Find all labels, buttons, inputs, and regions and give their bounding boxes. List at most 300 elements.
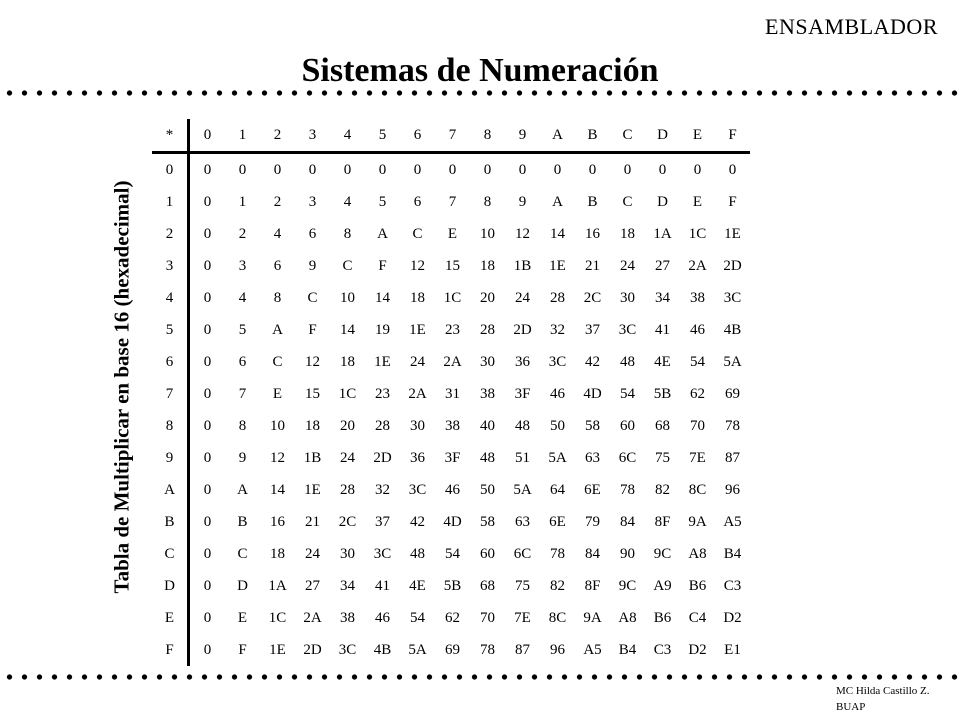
table-cell: 38 (480, 385, 495, 402)
table-cell: 9A (688, 513, 707, 530)
table-cell: 38 (340, 609, 355, 626)
table-cell: 75 (515, 577, 530, 594)
table-cell: 0 (203, 609, 212, 626)
table-cell: 38 (445, 417, 460, 434)
table-cell: F (728, 193, 737, 210)
table-cell: 12 (515, 225, 530, 242)
table-cell: 0 (378, 161, 387, 178)
column-header-cell: 7 (435, 119, 470, 153)
row-header-cell: 2 (152, 218, 189, 250)
table-cell: 46 (445, 481, 460, 498)
table-cell: 63 (515, 513, 530, 530)
table-cell: 2D (303, 641, 322, 658)
table-cell: 3C (548, 353, 567, 370)
table-cell: 0 (203, 385, 212, 402)
table-cell: 0 (448, 161, 457, 178)
table-cell: 0 (203, 577, 212, 594)
table-cell: 27 (305, 577, 320, 594)
table-cell: 8F (584, 577, 601, 594)
table-cell: B4 (723, 545, 742, 562)
table-cell: 3F (444, 449, 461, 466)
table-cell: 2D (723, 257, 742, 274)
table-cell: 51 (515, 449, 530, 466)
table-cell: 1C (268, 609, 287, 626)
table-cell: 87 (515, 641, 530, 658)
table-cell: 30 (480, 353, 495, 370)
table-cell: 14 (550, 225, 565, 242)
table-cell: 5B (653, 385, 672, 402)
table-cell: B (587, 193, 598, 210)
table-cell: C (622, 193, 633, 210)
table-cell: 0 (203, 417, 212, 434)
table-cell: 10 (340, 289, 355, 306)
table-cell: 0 (203, 289, 212, 306)
table-cell: A (272, 321, 283, 338)
table-cell: 78 (550, 545, 565, 562)
table-cell: C (237, 545, 248, 562)
table-cell: 9 (308, 257, 317, 274)
row-header-cell: A (152, 474, 189, 506)
table-cell: 8F (654, 513, 671, 530)
table-cell: E (692, 193, 703, 210)
table-cell: 82 (550, 577, 565, 594)
table-cell: 1C (688, 225, 707, 242)
table-row (152, 602, 750, 634)
table-cell: 6E (549, 513, 566, 530)
column-header-cell: 0 (189, 119, 226, 153)
table-cell: 6C (618, 449, 637, 466)
column-header-cell: 3 (295, 119, 330, 153)
table-cell: C (307, 289, 318, 306)
table-cell: 4 (238, 289, 247, 306)
table-row (152, 506, 750, 538)
table-cell: 3C (338, 641, 357, 658)
table-cell: 96 (550, 641, 565, 658)
table-cell: 0 (553, 161, 562, 178)
table-cell: 2A (443, 353, 462, 370)
table-cell: 46 (375, 609, 390, 626)
table-cell: 5A (513, 481, 532, 498)
table-cell: 84 (585, 545, 600, 562)
table-cell: 2A (408, 385, 427, 402)
table-cell: 0 (203, 161, 212, 178)
table-cell: 48 (480, 449, 495, 466)
table-cell: 1E (269, 641, 286, 658)
table-row (152, 378, 750, 410)
table-cell: C4 (688, 609, 707, 626)
table-cell: 63 (585, 449, 600, 466)
table-cell: 37 (585, 321, 600, 338)
column-header-cell: 2 (260, 119, 295, 153)
table-cell: 2 (238, 225, 247, 242)
table-cell: 69 (445, 641, 460, 658)
table-cell: 0 (203, 353, 212, 370)
table-cell: 7E (514, 609, 531, 626)
table-cell: 9C (618, 577, 637, 594)
table-cell: 6C (513, 545, 532, 562)
table-cell: 3 (308, 193, 317, 210)
table-cell: C (412, 225, 423, 242)
table-cell: 36 (515, 353, 530, 370)
table-cell: 9A (583, 609, 602, 626)
table-cell: 60 (480, 545, 495, 562)
slide-title: Sistemas de Numeración (301, 52, 659, 89)
column-header-cell: B (575, 119, 610, 153)
row-header-cell: F (152, 634, 189, 666)
table-cell: 2A (303, 609, 322, 626)
row-header-cell: 1 (152, 186, 189, 218)
table-cell: 48 (410, 545, 425, 562)
row-header-cell: 7 (152, 378, 189, 410)
table-row (152, 442, 750, 474)
table-cell: 58 (480, 513, 495, 530)
table-cell: 0 (483, 161, 492, 178)
table-cell: 0 (728, 161, 737, 178)
table-cell: 20 (340, 417, 355, 434)
table-cell: 38 (690, 289, 705, 306)
table-cell: 96 (725, 481, 740, 498)
row-header-cell: B (152, 506, 189, 538)
table-cell: 58 (585, 417, 600, 434)
table-cell: E (447, 225, 458, 242)
table-cell: 62 (445, 609, 460, 626)
table-cell: C3 (723, 577, 742, 594)
table-cell: 3C (723, 289, 742, 306)
table-cell: 54 (690, 353, 705, 370)
table-cell: 15 (445, 257, 460, 274)
table-cell: 23 (445, 321, 460, 338)
table-cell: B6 (688, 577, 707, 594)
table-corner-cell: * (152, 119, 189, 153)
table-cell: 3C (373, 545, 392, 562)
table-cell: 10 (270, 417, 285, 434)
table-cell: 18 (410, 289, 425, 306)
table-cell: 50 (480, 481, 495, 498)
table-cell: 54 (445, 545, 460, 562)
table-cell: 24 (410, 353, 425, 370)
column-header-cell: E (680, 119, 715, 153)
table-cell: 34 (655, 289, 670, 306)
row-header-cell: 0 (152, 153, 189, 187)
footer-institution: BUAP (836, 701, 866, 713)
table-cell: 2A (688, 257, 707, 274)
table-cell: 4B (373, 641, 392, 658)
table-cell: 3 (238, 257, 247, 274)
table-cell: 0 (518, 161, 527, 178)
table-cell: 28 (480, 321, 495, 338)
table-cell: E (272, 385, 283, 402)
table-cell: 41 (655, 321, 670, 338)
table-row (152, 474, 750, 506)
row-header-cell: 8 (152, 410, 189, 442)
table-cell: 6 (413, 193, 422, 210)
table-cell: 21 (585, 257, 600, 274)
row-header-cell: 6 (152, 346, 189, 378)
table-cell: 28 (375, 417, 390, 434)
table-cell: 10 (480, 225, 495, 242)
table-cell: 62 (690, 385, 705, 402)
table-cell: 82 (655, 481, 670, 498)
table-cell: 8 (238, 417, 247, 434)
table-cell: 0 (203, 225, 212, 242)
course-label: ENSAMBLADOR (765, 14, 938, 39)
table-cell: 0 (273, 161, 282, 178)
table-cell: 0 (203, 321, 212, 338)
table-cell: 8C (688, 481, 707, 498)
table-cell: C (342, 257, 353, 274)
table-cell: B (237, 513, 248, 530)
table-cell: 34 (340, 577, 355, 594)
column-header-cell: 6 (400, 119, 435, 153)
table-cell: 5A (548, 449, 567, 466)
table-cell: 78 (480, 641, 495, 658)
table-cell: 30 (410, 417, 425, 434)
table-cell: 46 (550, 385, 565, 402)
table-cell: 0 (588, 161, 597, 178)
table-cell: 0 (343, 161, 352, 178)
table-cell: 21 (305, 513, 320, 530)
table-cell: 1E (409, 321, 426, 338)
table-cell: 6 (273, 257, 282, 274)
table-cell: 28 (550, 289, 565, 306)
table-cell: A5 (583, 641, 602, 658)
table-cell: 78 (620, 481, 635, 498)
table-cell: 2C (583, 289, 602, 306)
table-cell: 32 (375, 481, 390, 498)
table-cell: 12 (270, 449, 285, 466)
table-cell: 87 (725, 449, 740, 466)
table-cell: F (378, 257, 387, 274)
table-cell: 5A (408, 641, 427, 658)
table-cell: 14 (270, 481, 285, 498)
table-cell: D (237, 577, 248, 594)
table-cell: C (272, 353, 283, 370)
table-cell: A9 (653, 577, 672, 594)
table-cell: 0 (203, 481, 212, 498)
table-cell: 18 (340, 353, 355, 370)
table-cell: 0 (203, 193, 212, 210)
table-row (152, 314, 750, 346)
table-cell: 84 (620, 513, 635, 530)
table-row (152, 186, 750, 218)
column-header-cell: C (610, 119, 645, 153)
table-cell: 0 (308, 161, 317, 178)
table-row (152, 250, 750, 282)
dotted-divider-bottom (2, 673, 958, 681)
table-cell: 12 (305, 353, 320, 370)
table-cell: 7E (689, 449, 706, 466)
table-cell: 18 (480, 257, 495, 274)
table-cell: 4B (723, 321, 742, 338)
table-cell: 32 (550, 321, 565, 338)
table-cell: 1C (338, 385, 357, 402)
table-cell: 4 (273, 225, 282, 242)
table-cell: 9 (238, 449, 247, 466)
table-cell: 1 (238, 193, 247, 210)
table-cell: C3 (653, 641, 672, 658)
table-cell: 24 (620, 257, 635, 274)
table-cell: 8 (273, 289, 282, 306)
table-cell: 41 (375, 577, 390, 594)
table-cell: 16 (585, 225, 600, 242)
table-cell: B4 (618, 641, 637, 658)
footer (836, 683, 930, 715)
table-cell: 2C (338, 513, 357, 530)
table-cell: 9 (518, 193, 527, 210)
table-cell: 2D (513, 321, 532, 338)
table-cell: 15 (305, 385, 320, 402)
hex-multiplication-table (152, 119, 750, 666)
table-cell: D (657, 193, 668, 210)
table-cell: 46 (690, 321, 705, 338)
table-cell: 1A (268, 577, 287, 594)
row-header-cell: 3 (152, 250, 189, 282)
table-cell: 2D (373, 449, 392, 466)
table-cell: 54 (620, 385, 635, 402)
column-header-cell: 8 (470, 119, 505, 153)
table-row (152, 570, 750, 602)
table-cell: A (237, 481, 248, 498)
table-cell: 8C (548, 609, 567, 626)
table-cell: 20 (480, 289, 495, 306)
row-header-cell: E (152, 602, 189, 634)
column-header-cell: 5 (365, 119, 400, 153)
table-cell: 1B (303, 449, 322, 466)
table-cell: 4D (583, 385, 602, 402)
table-cell: 4E (654, 353, 671, 370)
column-header-cell: A (540, 119, 575, 153)
table-cell: 69 (725, 385, 740, 402)
table-cell: 79 (585, 513, 600, 530)
table-cell: 1E (549, 257, 566, 274)
table-cell: F (238, 641, 247, 658)
table-cell: 1E (374, 353, 391, 370)
table-cell: 42 (585, 353, 600, 370)
row-header-cell: D (152, 570, 189, 602)
table-cell: A8 (688, 545, 707, 562)
table-cell: 31 (445, 385, 460, 402)
table-cell: 1A (653, 225, 672, 242)
column-header-cell: 1 (225, 119, 260, 153)
table-cell: 5 (378, 193, 387, 210)
table-cell: A5 (723, 513, 742, 530)
table-cell: 6E (584, 481, 601, 498)
table-cell: 1E (304, 481, 321, 498)
table-cell: 28 (340, 481, 355, 498)
table-cell: 14 (375, 289, 390, 306)
table-cell: 16 (270, 513, 285, 530)
table-cell: 48 (515, 417, 530, 434)
table-cell: 64 (550, 481, 565, 498)
table-cell: 68 (655, 417, 670, 434)
table-cell: 9C (653, 545, 672, 562)
table-row (152, 634, 750, 666)
table-cell: 8 (483, 193, 492, 210)
table-cell: F (308, 321, 317, 338)
table-cell: A (552, 193, 563, 210)
table-cell: 70 (690, 417, 705, 434)
table-cell: D2 (688, 641, 707, 658)
table-cell: 60 (620, 417, 635, 434)
table-cell: 1B (513, 257, 532, 274)
table-cell: D2 (723, 609, 742, 626)
table-cell: 75 (655, 449, 670, 466)
table-cell: 7 (238, 385, 247, 402)
table-cell: 0 (203, 449, 212, 466)
table-cell: 5A (723, 353, 742, 370)
table-cell: 18 (270, 545, 285, 562)
table-cell: 30 (620, 289, 635, 306)
table-cell: 0 (203, 513, 212, 530)
table-cell: 36 (410, 449, 425, 466)
table-cell: 42 (410, 513, 425, 530)
row-header-cell: 9 (152, 442, 189, 474)
table-row (152, 218, 750, 250)
table-row (152, 153, 750, 187)
table-cell: 24 (340, 449, 355, 466)
column-header-cell: F (715, 119, 750, 153)
table-cell: 48 (620, 353, 635, 370)
row-header-cell: 4 (152, 282, 189, 314)
row-header-cell: C (152, 538, 189, 570)
table-cell: 5 (238, 321, 247, 338)
table-cell: 0 (203, 641, 212, 658)
table-cell: 68 (480, 577, 495, 594)
table-cell: 1E (724, 225, 741, 242)
dotted-divider-top (2, 89, 958, 97)
table-cell: 54 (410, 609, 425, 626)
row-header-cell: 5 (152, 314, 189, 346)
column-header-cell: D (645, 119, 680, 153)
table-cell: 37 (375, 513, 390, 530)
table-header-row (152, 119, 750, 153)
table-cell: 0 (693, 161, 702, 178)
table-cell: 0 (203, 545, 212, 562)
table-cell: 4D (443, 513, 462, 530)
table-cell: 78 (725, 417, 740, 434)
table-cell: 70 (480, 609, 495, 626)
table-cell: 40 (480, 417, 495, 434)
table-cell: 0 (413, 161, 422, 178)
table-cell: 0 (623, 161, 632, 178)
footer-author: MC Hilda Castillo Z. (836, 685, 930, 697)
table-cell: 18 (305, 417, 320, 434)
table-cell: 2 (273, 193, 282, 210)
table-row (152, 410, 750, 442)
table-cell: 30 (340, 545, 355, 562)
table-cell: 4 (343, 193, 352, 210)
table-side-label: Tabla de Multiplicar en base 16 (hexadecimal) (109, 180, 134, 594)
table-cell: 0 (658, 161, 667, 178)
table-cell: 6 (238, 353, 247, 370)
table-cell: 19 (375, 321, 390, 338)
table-row (152, 538, 750, 570)
table-cell: A8 (618, 609, 637, 626)
table-cell: 0 (238, 161, 247, 178)
table-cell: 14 (340, 321, 355, 338)
table-cell: 50 (550, 417, 565, 434)
table-cell: 7 (448, 193, 457, 210)
table-cell: 23 (375, 385, 390, 402)
table-cell: 0 (203, 257, 212, 274)
table-cell: 4E (409, 577, 426, 594)
table-cell: E1 (724, 641, 741, 658)
column-header-cell: 9 (505, 119, 540, 153)
table-cell: A (377, 225, 388, 242)
table-row (152, 282, 750, 314)
table-cell: 8 (343, 225, 352, 242)
table-cell: B6 (653, 609, 672, 626)
